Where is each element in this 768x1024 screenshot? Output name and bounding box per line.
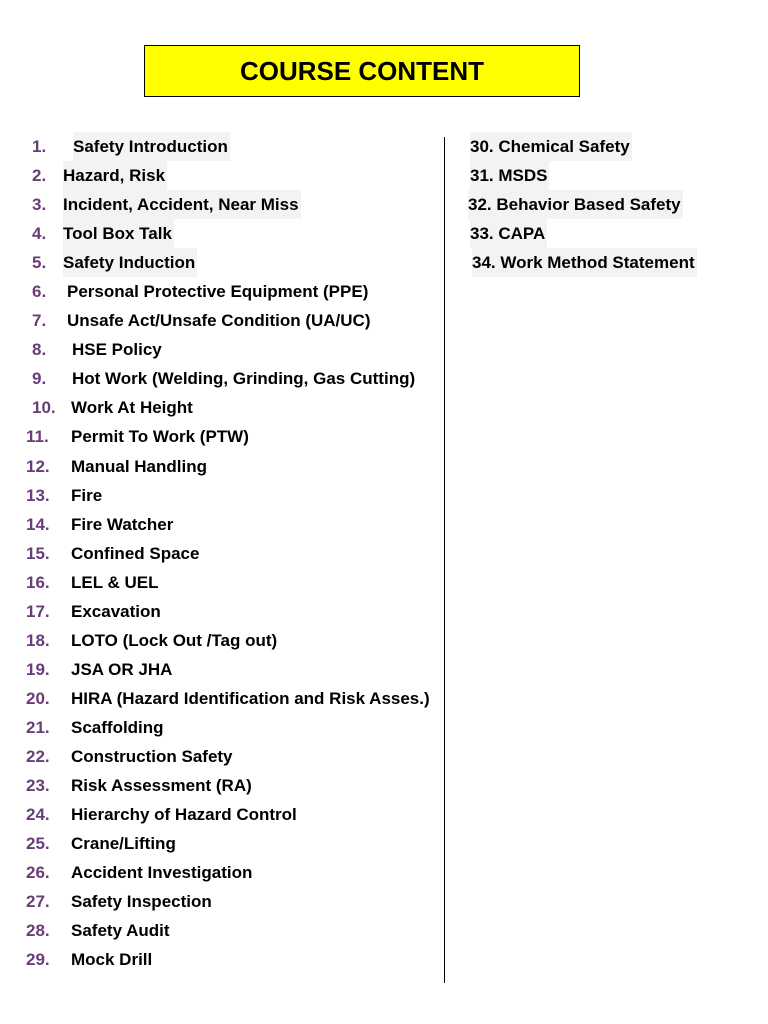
list-item-number: 29. <box>26 950 50 970</box>
list-item-number: 26. <box>26 863 50 883</box>
list-item-text: Permit To Work (PTW) <box>71 427 249 447</box>
list-item <box>0 161 444 190</box>
list-item <box>455 132 765 161</box>
list-item-number: 19. <box>26 659 50 679</box>
list-item <box>455 161 765 190</box>
list-item-number: 16. <box>26 572 50 592</box>
list-item <box>0 248 444 277</box>
list-item-text: Work At Height <box>71 398 193 418</box>
list-item-number: 20. <box>26 688 50 708</box>
list-item <box>0 858 444 887</box>
list-item-text: JSA OR JHA <box>71 659 173 679</box>
list-item-number: 12. <box>26 456 50 476</box>
list-item-number: 1. <box>32 137 47 156</box>
column-divider <box>444 137 445 983</box>
list-item-number: 11. <box>26 427 49 447</box>
list-item-text: 33. CAPA <box>470 219 547 248</box>
list-item <box>0 626 444 655</box>
list-item <box>0 335 444 364</box>
list-item-text: Safety Introduction <box>73 132 230 161</box>
list-item-text: HIRA (Hazard Identification and Risk Asses.) <box>71 688 430 708</box>
list-item-text: Scaffolding <box>71 717 164 737</box>
course-list-left <box>0 132 444 974</box>
list-item-text: LEL & UEL <box>71 572 159 592</box>
list-item-text: Hierarchy of Hazard Control <box>71 805 297 825</box>
page-title: COURSE CONTENT <box>144 45 580 97</box>
list-item <box>0 452 444 481</box>
list-item-number: 7. <box>32 311 47 331</box>
list-item <box>0 393 444 422</box>
list-item-text: Safety Audit <box>71 921 170 941</box>
list-item-number: 9. <box>32 369 47 389</box>
list-item <box>0 829 444 858</box>
list-item <box>0 190 444 219</box>
list-item-text: 32. Behavior Based Safety <box>468 190 683 219</box>
list-item <box>0 887 444 916</box>
list-item-text: Incident, Accident, Near Miss <box>63 190 301 219</box>
list-item <box>0 800 444 829</box>
list-item <box>0 742 444 771</box>
list-item <box>0 277 444 306</box>
list-item-number: 18. <box>26 630 50 650</box>
list-item-text: 31. MSDS <box>470 161 549 190</box>
list-item <box>0 539 444 568</box>
list-item-number: 15. <box>26 543 50 563</box>
list-item-number: 13. <box>26 485 50 505</box>
list-item <box>0 132 444 161</box>
list-item-text: Excavation <box>71 601 161 621</box>
list-item-text: 34. Work Method Statement <box>472 248 697 277</box>
list-item <box>455 190 765 219</box>
list-item-number: 28. <box>26 921 50 941</box>
list-item-text: 30. Chemical Safety <box>470 132 632 161</box>
list-item-number: 14. <box>26 514 50 534</box>
list-item-number: 3. <box>32 195 47 215</box>
list-item <box>455 248 765 277</box>
list-item-number: 10. <box>32 398 56 418</box>
course-list-right <box>455 132 765 277</box>
list-item-number: 21. <box>26 717 50 737</box>
list-item-text: Hazard, Risk <box>63 161 167 190</box>
list-item-text: HSE Policy <box>72 340 162 360</box>
list-item-text: Unsafe Act/Unsafe Condition (UA/UC) <box>67 311 371 331</box>
list-item-text: Tool Box Talk <box>63 219 174 248</box>
list-item-text: LOTO (Lock Out /Tag out) <box>71 630 278 650</box>
list-item-number: 23. <box>26 776 50 796</box>
list-item-text: Crane/Lifting <box>71 834 176 854</box>
list-item-text: Manual Handling <box>71 456 207 476</box>
list-item-text: Personal Protective Equipment (PPE) <box>67 282 369 302</box>
list-item-text: Construction Safety <box>71 746 233 766</box>
list-item <box>0 916 444 945</box>
list-item <box>0 364 444 393</box>
list-item-number: 25. <box>26 834 50 854</box>
list-item <box>0 655 444 684</box>
list-item-number: 17. <box>26 601 50 621</box>
list-item <box>455 219 765 248</box>
list-item-text: Risk Assessment (RA) <box>71 776 252 796</box>
list-item-number: 22. <box>26 746 50 766</box>
list-item-number: 2. <box>32 166 47 186</box>
list-item-text: Hot Work (Welding, Grinding, Gas Cutting) <box>72 369 416 389</box>
list-item-number: 27. <box>26 892 50 912</box>
list-item <box>0 306 444 335</box>
list-item <box>0 945 444 974</box>
list-item-text: Safety Induction <box>63 248 197 277</box>
list-item-number: 5. <box>32 253 47 273</box>
list-item-text: Accident Investigation <box>71 863 253 883</box>
list-item-text: Confined Space <box>71 543 200 563</box>
list-item-text: Safety Inspection <box>71 892 212 912</box>
list-item <box>0 597 444 626</box>
list-item-number: 8. <box>32 340 47 360</box>
list-item-number: 4. <box>32 224 47 244</box>
list-item-text: Fire Watcher <box>71 514 174 534</box>
list-item <box>0 510 444 539</box>
list-item-number: 24. <box>26 805 50 825</box>
list-item <box>0 771 444 800</box>
list-item-text: Fire <box>71 485 103 505</box>
list-item <box>0 219 444 248</box>
list-item <box>0 422 444 451</box>
list-item-number: 6. <box>32 282 47 302</box>
list-item-text: Mock Drill <box>71 950 153 970</box>
list-item <box>0 481 444 510</box>
list-item <box>0 684 444 713</box>
list-item <box>0 568 444 597</box>
list-item <box>0 713 444 742</box>
